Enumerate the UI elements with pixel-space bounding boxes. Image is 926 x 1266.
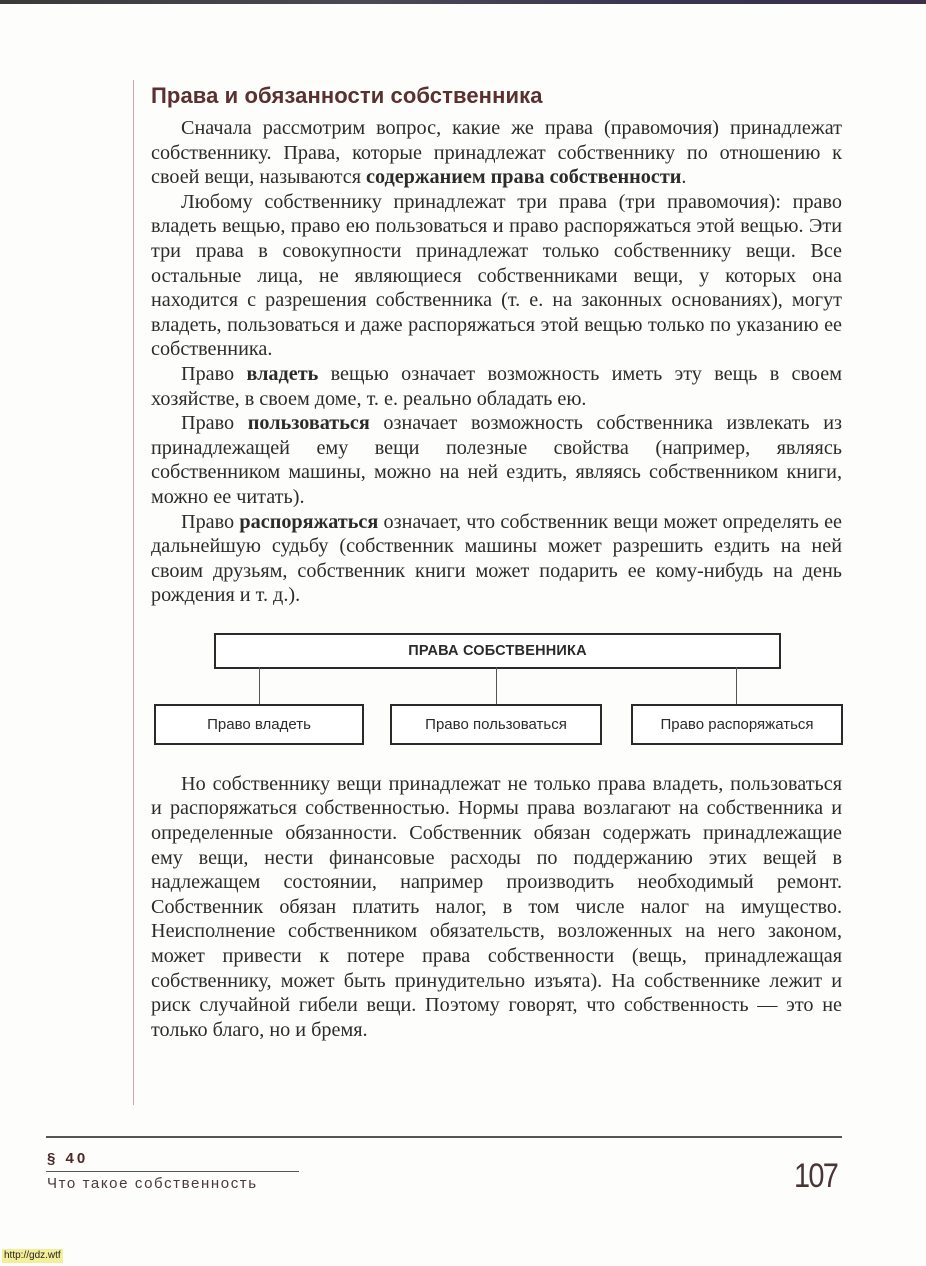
diagram-connector-center: [496, 667, 497, 705]
paragraph-5-start: Право: [181, 510, 240, 533]
paragraph-6: Но собственнику вещи принадлежат не только права владеть, пользоваться и распоряжаться собственностью. Нормы права возлагают на собственника и определенные обязанности. Собственник обязан содержать принадлежащие ему вещи, нести финансовые расходы по поддержанию этих вещей в надлежащем состоянии, например производить необходимый ремонт. Собственник обязан платить налог, в том числе налог на имущество. Неисполнение собственником обязательств, возложенных на него законом, может привести к потере права собственности (вещь, принадлежащая собственнику, может быть принудительно изъята). На собственнике лежит и риск случайной гибели вещи. Поэтому говорят, что собственность — это не только благо, но и бремя.: [151, 772, 842, 1041]
paragraph-3-start: Право: [181, 362, 247, 385]
footer-chapter-title: Что такое собственность: [47, 1175, 258, 1192]
term-possess: владеть: [246, 362, 319, 385]
term-use: пользоваться: [247, 412, 370, 435]
diagram-box-possess: Право владеть: [154, 704, 364, 745]
scan-top-edge: [0, 0, 926, 4]
paragraph-2: Любому собственнику принадлежат три права (три правомочия): право владеть вещью, право ею пользоваться и право распоряжаться этой вещью. Эти три права в совокупности принадлежат только собственнику вещи. Все остальные лица, не являющиеся собственниками вещи, у которых она находится с разрешения собственника (т. е. на законных основаниях), могут владеть, пользоваться и даже распоряжаться этой вещью только по указанию ее собственника.: [151, 190, 842, 361]
paragraph-1-end: .: [681, 166, 687, 189]
watermark-link[interactable]: http://gdz.wtf: [4, 1250, 61, 1261]
diagram-box-use: Право пользоваться: [390, 704, 602, 745]
footer-section-number: § 40: [47, 1150, 89, 1167]
footer-rule: [46, 1136, 842, 1138]
margin-rule: [133, 80, 134, 1105]
paragraph-3-end: вещью означает возможность иметь эту вещь в своем хозяйстве, в своем доме, т. е. реально обладать ею.: [151, 362, 842, 410]
diagram-connector-right: [736, 667, 737, 705]
paragraph-5: [151, 510, 842, 608]
diagram-box-dispose: Право распоряжаться: [631, 704, 843, 745]
paragraph-4: [151, 411, 842, 509]
section-title: Права и обязанности собственника: [151, 83, 543, 108]
footer-sub-rule: [46, 1171, 299, 1172]
paragraph-4-end: означает возможность собственника извлекать из принадлежащей ему вещи полезные свойства (например, являясь собственником машины, можно на ней ездить, являясь собственником книги, можно ее читать).: [151, 412, 842, 508]
paragraph-5-end: означает, что собственник вещи может определять ее дальнейшую судьбу (собственник машины может разрешить ездить на ней своим друзьям, собственник книги может подарить ее кому-нибудь на день рождения и т. д.).: [151, 510, 843, 607]
diagram-root-box: ПРАВА СОБСТВЕННИКА: [214, 633, 781, 669]
owner-rights-diagram: [151, 628, 851, 748]
paragraph-1: [151, 116, 842, 190]
paragraph-3: [151, 362, 842, 411]
paragraph-1-text: Сначала рассмотрим вопрос, какие же права (правомочия) принадлежат собственнику. Права, которые принадлежат собственнику по отношению к своей вещи, называются: [151, 117, 842, 189]
paragraph-4-start: Право: [181, 412, 248, 435]
page-number: 107: [794, 1157, 838, 1195]
term-content-of-ownership: содержанием права собственности: [366, 166, 682, 189]
diagram-connector-left: [259, 667, 260, 705]
term-dispose: распоряжаться: [239, 510, 379, 533]
page-content: [151, 80, 842, 1042]
